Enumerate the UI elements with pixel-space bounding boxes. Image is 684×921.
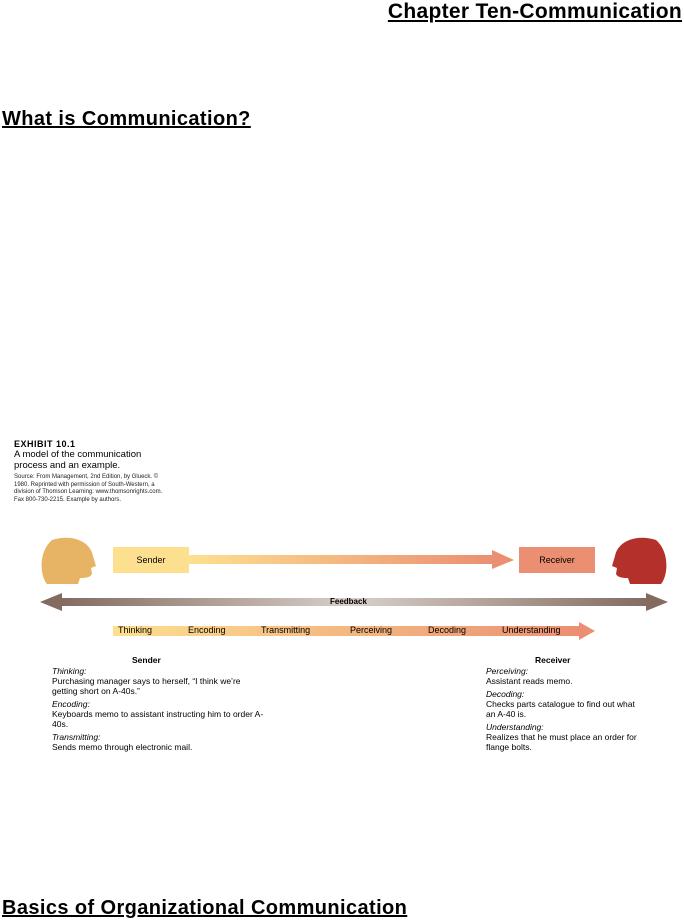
sender-head-icon xyxy=(42,538,96,584)
step-thinking: Thinking xyxy=(118,625,153,635)
sender-term-thinking: Thinking: xyxy=(52,666,87,676)
transmission-arrow xyxy=(188,550,514,569)
exhibit-caption: A model of the communication process and an example. xyxy=(14,449,142,471)
receiver-box: Receiver xyxy=(519,547,595,573)
receiver-term-perceiving: Perceiving: xyxy=(486,666,529,676)
receiver-term-decoding: Decoding: xyxy=(486,689,525,699)
sender-term-transmitting: Transmitting: xyxy=(52,732,101,742)
receiver-desc-decoding: Checks parts catalogue to find out what an A-40 is. xyxy=(486,699,635,719)
receiver-term-understanding: Understanding: xyxy=(486,722,544,732)
sender-column-title: Sender xyxy=(132,655,161,665)
receiver-column-title: Receiver xyxy=(535,655,571,665)
sender-desc-transmitting: Sends memo through electronic mail. xyxy=(52,742,193,752)
receiver-column xyxy=(486,666,646,755)
exhibit-source: Source: From Management, 2nd Edition, by Glueck. © 1980. Reprinted with permission of South-Western, a division of Thomson Learning: www.thomsonrights.com. Fax 800-730-2215. Example by authors. xyxy=(14,474,163,503)
step-perceiving: Perceiving xyxy=(350,625,393,635)
step-understanding: Understanding xyxy=(502,625,561,635)
receiver-desc-understanding: Realizes that he must place an order for flange bolts. xyxy=(486,732,637,752)
receiver-desc-perceiving: Assistant reads memo. xyxy=(486,676,573,686)
section-heading-basics: Basics of Organizational Communication xyxy=(2,897,408,919)
step-decoding: Decoding xyxy=(428,625,467,635)
step-encoding: Encoding xyxy=(188,625,226,635)
step-transmitting: Transmitting xyxy=(261,625,311,635)
sender-desc-encoding: Keyboards memo to assistant instructing him to order A-40s. xyxy=(52,709,264,729)
chapter-title: Chapter Ten-Communication xyxy=(387,0,682,23)
sender-desc-thinking: Purchasing manager says to herself, “I think we’re getting short on A-40s.” xyxy=(52,676,241,696)
section-heading-what-is-communication: What is Communication? xyxy=(2,108,251,130)
exhibit-label: EXHIBIT 10.1 xyxy=(14,439,76,449)
receiver-head-icon xyxy=(612,538,666,584)
sender-box: Sender xyxy=(113,547,189,573)
sender-term-encoding: Encoding: xyxy=(52,699,90,709)
sender-column xyxy=(52,666,267,755)
feedback-label: Feedback xyxy=(330,597,367,606)
